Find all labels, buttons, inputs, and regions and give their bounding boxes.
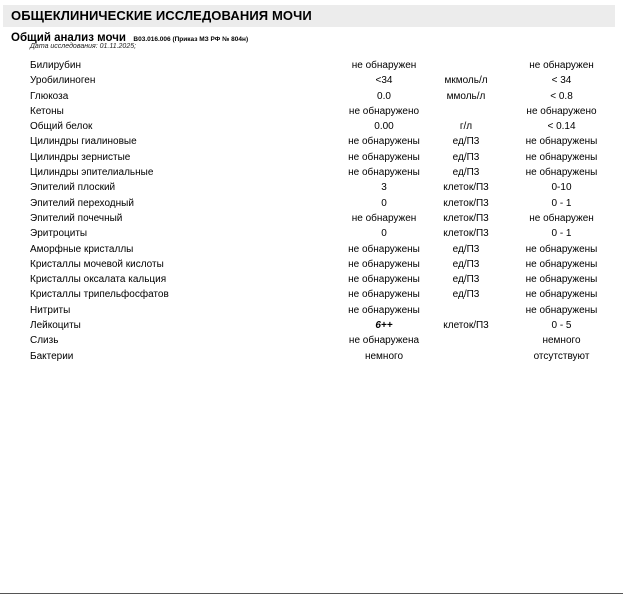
test-value: не обнаружены — [348, 243, 420, 255]
test-name: Слизь — [30, 335, 59, 347]
test-reference: не обнаружены — [525, 243, 598, 255]
result-row — [0, 349, 623, 364]
test-value: не обнаружены — [348, 167, 420, 179]
test-unit: клеток/П3 — [443, 197, 489, 209]
test-value: не обнаружен — [351, 60, 417, 71]
result-row — [0, 287, 623, 302]
test-reference: не обнаружены — [525, 136, 598, 148]
study-date: Дата исследования: 01.11.2025; — [30, 43, 137, 50]
result-row — [0, 196, 623, 211]
test-value: не обнаружены — [348, 304, 420, 316]
analysis-code: B03.016.006 (Приказ МЗ РФ № 804н) — [133, 36, 249, 43]
test-name: Лейкоциты — [30, 320, 81, 332]
result-row — [0, 333, 623, 348]
test-value: не обнаружен — [351, 212, 417, 224]
test-value: <34 — [375, 75, 393, 87]
test-value: 0.0 — [377, 90, 391, 102]
result-row — [0, 104, 623, 119]
test-name: Кристаллы мочевой кислоты — [30, 258, 164, 270]
test-value-flagged: 6++ — [375, 320, 393, 332]
test-reference: 0 - 1 — [551, 197, 572, 209]
test-unit: клеток/П3 — [443, 320, 489, 332]
test-reference: отсутствуют — [533, 350, 590, 362]
test-unit: ед/П3 — [452, 274, 480, 286]
result-row — [0, 150, 623, 165]
test-value: не обнаружены — [348, 136, 420, 148]
test-name: Нитриты — [30, 304, 71, 316]
test-reference: не обнаружены — [525, 304, 598, 316]
result-row — [0, 58, 623, 73]
test-name: Эритроциты — [30, 228, 88, 240]
test-reference: < 0.8 — [550, 90, 573, 102]
test-name: Кристаллы оксалата кальция — [30, 274, 167, 286]
result-row — [0, 119, 623, 134]
test-reference: 0 - 5 — [551, 320, 572, 332]
test-name: Цилиндры эпителиальные — [30, 167, 154, 179]
test-name: Бактерии — [30, 350, 74, 362]
test-name: Билирубин — [30, 60, 81, 71]
test-unit: ед/П3 — [452, 167, 480, 179]
test-value: не обнаружены — [348, 151, 420, 163]
test-reference: немного — [542, 335, 581, 347]
test-value: 0 — [381, 197, 387, 209]
test-name: Эпителий почечный — [30, 212, 123, 224]
result-row — [0, 134, 623, 149]
result-row — [0, 73, 623, 88]
test-unit: ммоль/л — [446, 90, 486, 102]
test-unit: г/л — [459, 121, 473, 133]
test-unit: ед/П3 — [452, 151, 480, 163]
test-reference: не обнаружены — [525, 258, 598, 270]
test-value: не обнаружено — [348, 105, 420, 117]
test-value: 3 — [381, 182, 387, 194]
test-name: Уробилиноген — [30, 75, 96, 87]
test-name: Эпителий плоский — [30, 182, 116, 194]
test-reference: 0-10 — [551, 182, 572, 194]
result-row — [0, 272, 623, 287]
result-row — [0, 303, 623, 318]
section-title: ОБЩЕКЛИНИЧЕСКИЕ ИССЛЕДОВАНИЯ МОЧИ — [11, 8, 312, 23]
test-name: Аморфные кристаллы — [30, 243, 134, 255]
test-value: не обнаружены — [348, 289, 420, 301]
test-value: 0.00 — [374, 121, 394, 133]
test-name: Цилиндры зернистые — [30, 151, 131, 163]
test-unit: клеток/П3 — [443, 228, 489, 240]
result-row — [0, 257, 623, 272]
test-reference: < 0.14 — [547, 121, 576, 133]
test-reference: не обнаружено — [526, 105, 597, 117]
test-name: Цилиндры гиалиновые — [30, 136, 137, 148]
result-row — [0, 211, 623, 226]
test-unit: ед/П3 — [452, 258, 480, 270]
test-reference: не обнаружены — [525, 274, 598, 286]
result-row — [0, 165, 623, 180]
result-row — [0, 180, 623, 195]
test-name: Кристаллы трипельфосфатов — [30, 289, 169, 301]
test-name: Глюкоза — [30, 90, 69, 102]
result-row — [0, 242, 623, 257]
test-unit: ед/П3 — [452, 289, 480, 301]
test-unit: клеток/П3 — [443, 182, 489, 194]
test-reference: < 34 — [551, 75, 572, 87]
test-value: не обнаружены — [348, 258, 420, 270]
test-name: Общий белок — [30, 121, 93, 133]
test-reference: не обнаружен — [529, 60, 594, 71]
section-header — [3, 5, 615, 27]
test-value: немного — [364, 350, 404, 362]
test-unit: клеток/П3 — [443, 212, 489, 224]
test-unit: мкмоль/л — [444, 75, 488, 87]
test-unit: ед/П3 — [452, 136, 480, 148]
test-reference: не обнаружены — [525, 289, 598, 301]
test-unit: ед/П3 — [452, 243, 480, 255]
bottom-divider — [0, 593, 623, 594]
result-row — [0, 226, 623, 241]
test-reference: не обнаружен — [529, 212, 594, 224]
result-row — [0, 89, 623, 104]
results-table — [0, 58, 623, 364]
test-value: не обнаружены — [348, 274, 420, 286]
test-name: Кетоны — [30, 105, 64, 117]
result-row — [0, 318, 623, 333]
test-value: не обнаружена — [348, 335, 420, 347]
test-value: 0 — [381, 228, 387, 240]
test-name: Эпителий переходный — [30, 197, 134, 209]
test-reference: не обнаружены — [525, 151, 598, 163]
test-reference: 0 - 1 — [551, 228, 572, 240]
analysis-name: Общий анализ мочи — [11, 32, 126, 44]
test-reference: не обнаружены — [525, 167, 598, 179]
